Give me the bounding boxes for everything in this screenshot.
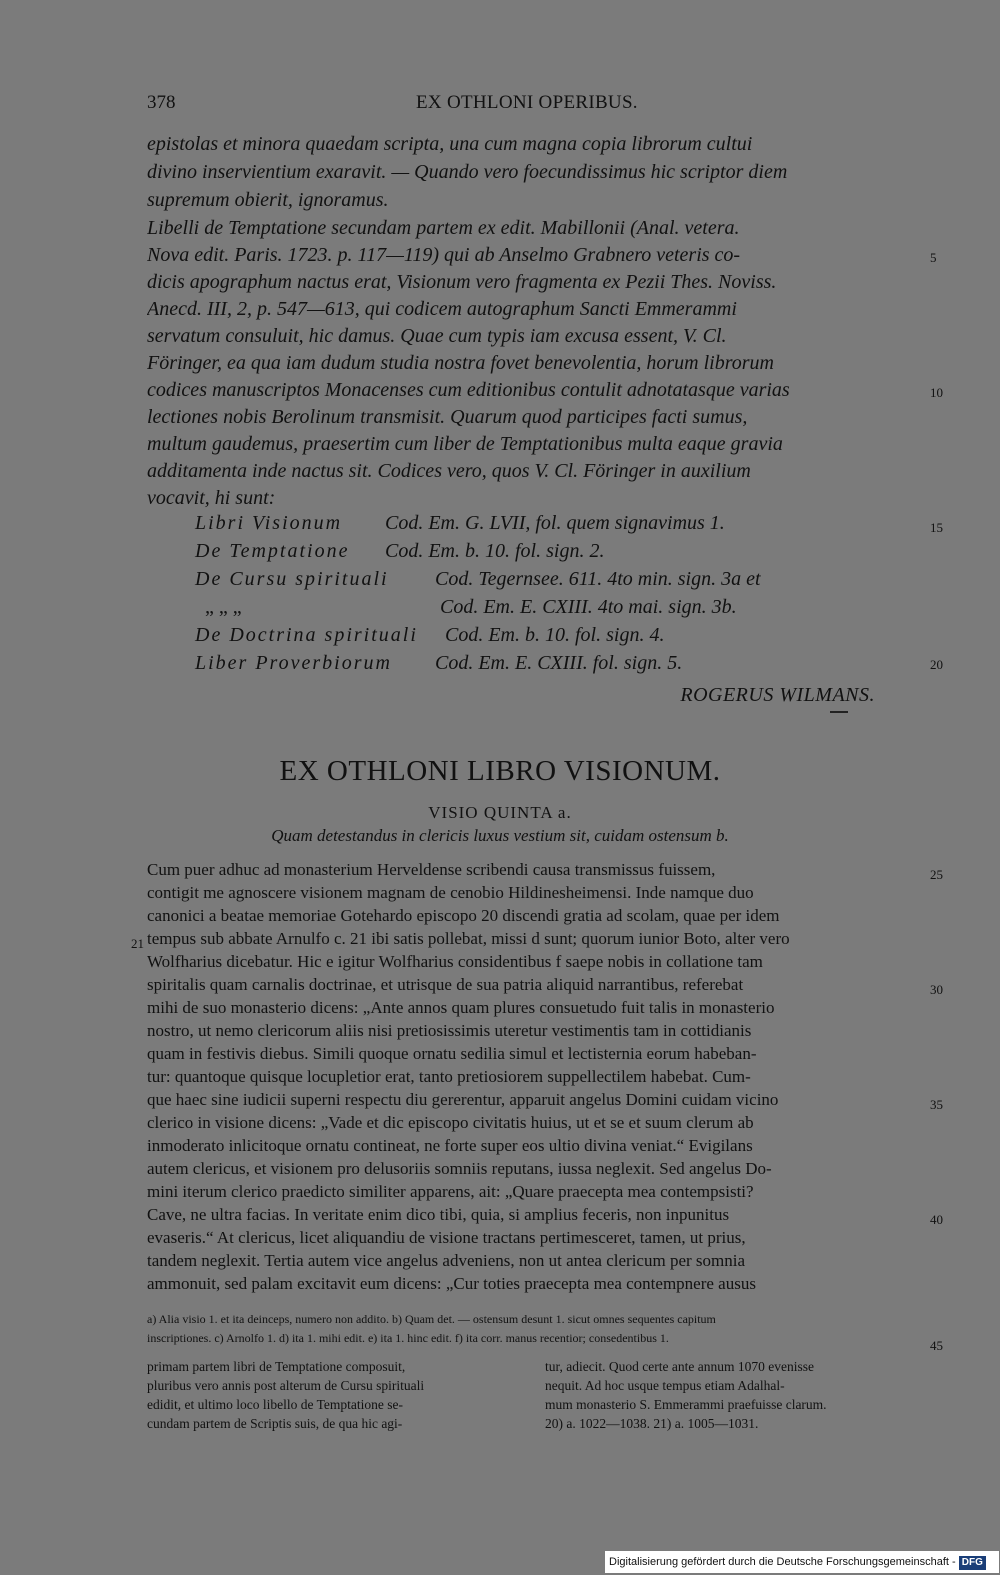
body-line: Wolfharius dicebatur. Hic e igitur Wolfharius considentibus f saepe nobis in collatione tam (147, 952, 763, 971)
intro-line: vocavit, hi sunt: (147, 487, 276, 509)
codex-entry (195, 512, 725, 535)
codex-reference: Cod. Em. b. 10. fol. sign. 4. (445, 624, 665, 646)
body-line: tandem neglexit. Tertia autem vice angelus adveniens, non ut antea clericum per somnia (147, 1251, 746, 1270)
line-number: 21 (131, 936, 144, 951)
body-line: mihi de suo monasterio dicens: „Ante annos quam plures consuetudo fuit talis in monasterio (147, 998, 775, 1017)
note-line: nequit. Ad hoc usque tempus etiam Adalhal- (545, 1378, 785, 1393)
footnote-line: inscriptiones. c) Arnolfo 1. d) ita 1. mihi edit. e) ita 1. hinc edit. f) ita corr. manus recentior; consedentibus 1. (147, 1331, 669, 1345)
intro-line: divino inservientium exaravit. — Quando vero foecundissimus hic scriptor diem (147, 161, 788, 183)
intro-line: Anecd. III, 2, p. 547—613, qui codicem autographum Sancti Emmerammi (147, 298, 737, 320)
footer-text: Digitalisierung gefördert durch die Deutsche Forschungsgemeinschaft - (609, 1556, 956, 1568)
note-line: edidit, et ultimo loco libello de Temptatione se- (147, 1397, 403, 1412)
note-line: cundam partem de Scriptis suis, de qua hic agi- (147, 1416, 403, 1431)
intro-line: epistolas et minora quaedam scripta, una cum magna copia librorum cultui (147, 133, 753, 155)
funding-footer (605, 1551, 999, 1573)
intro-line: Libelli de Temptatione secundam partem ex edit. Mabillonii (Anal. vetera. (147, 217, 740, 239)
codex-title: „ „ „ (205, 596, 242, 618)
intro-line: supremum obierit, ignoramus. (147, 189, 389, 211)
body-line: mini iterum clerico praedicto similiter apparens, ait: „Quare praecepta mea contempsisti? (147, 1182, 754, 1201)
codex-entry (195, 540, 605, 563)
note-line: tur, adiecit. Quod certe ante annum 1070 evenisse (545, 1359, 814, 1374)
codex-title: Liber Proverbiorum (195, 652, 392, 674)
note-line: 20) a. 1022—1038. 21) a. 1005—1031. (545, 1416, 759, 1431)
codex-reference: Cod. Em. b. 10. fol. sign. 2. (385, 540, 605, 562)
body-line: autem clericus, et visionem pro delusoriis somniis reputans, iussa neglexit. Sed angelus Do- (147, 1159, 772, 1178)
body-line: clerico in visione dicens: „Vade et dic episcopo civitatis huius, ut et se et suum clerum ab (147, 1113, 754, 1132)
intro-line: Föringer, ea qua iam dudum studia nostra fovet benevolentia, horum librorum (147, 352, 774, 374)
codex-entry (195, 624, 665, 647)
line-number: 30 (930, 982, 943, 997)
author-signature: ROGERUS WILMANS. (680, 684, 875, 706)
body-line: inmoderato inlicitoque ornatu contineat, ne forte super eos ultio divina veniat.“ Evigilans (147, 1136, 753, 1155)
page-number: 378 (147, 92, 176, 113)
line-number: 15 (930, 520, 943, 535)
note-line: mum monasterio S. Emmerammi praefuisse clarum. (545, 1397, 827, 1412)
line-number: 20 (930, 657, 943, 672)
intro-line: lectiones nobis Berolinum transmisit. Quarum quod participes facti sumus, (147, 406, 748, 428)
body-line: tempus sub abbate Arnulfo c. 21 ibi satis pollebat, missi d sunt; quorum iunior Boto, alter vero (147, 929, 790, 948)
codex-reference: Cod. Tegernsee. 611. 4to min. sign. 3a et (435, 568, 761, 590)
intro-line: multum gaudemus, praesertim cum liber de Temptationibus multa eaque gravia (147, 433, 783, 455)
codex-reference: Cod. Em. E. CXIII. fol. sign. 5. (435, 652, 683, 674)
intro-line: Nova edit. Paris. 1723. p. 117—119) qui ab Anselmo Grabnero veteris co- (147, 244, 741, 266)
section-subtitle: Quam detestandus in clericis luxus vestium sit, cuidam ostensum b. (271, 826, 729, 845)
codex-entry (195, 652, 683, 675)
body-line: tur: quantoque quisque locupletior erat, tanto pretiosiorem suppellectilem habebat. Cum- (147, 1067, 751, 1086)
body-line: nostro, ut nemo clericorum aliis nisi pretiosissimis uteretur vestimentis tam in cottidianis (147, 1021, 752, 1040)
codex-reference: Cod. Em. G. LVII, fol. quem signavimus 1. (385, 512, 725, 534)
codex-title: De Cursu spirituali (195, 568, 389, 590)
body-line: spiritalis quam carnalis doctrinae, et utrisque de sua patria aliquid narrantibus, referebat (147, 975, 744, 994)
line-number: 35 (930, 1097, 943, 1112)
body-line: canonici a beatae memoriae Gotehardo episcopo 20 discendi gratia ad scolam, quae per idem (147, 906, 780, 925)
intro-line: dicis apographum nactus erat, Visionum vero fragmenta ex Pezii Thes. Noviss. (147, 271, 777, 293)
body-line: Cum puer adhuc ad monasterium Herveldense scribendi causa transmissus fuissem, (147, 860, 716, 879)
line-number: 45 (930, 1338, 943, 1353)
note-line: primam partem libri de Temptatione composuit, (147, 1359, 406, 1374)
divider (830, 711, 848, 713)
body-line: quam in festivis diebus. Simili quoque ornatu sedilia simul et lectisternia eorum habeban- (147, 1044, 757, 1063)
note-line: pluribus vero annis post alterum de Cursu spirituali (147, 1378, 425, 1393)
intro-line: servatum consuluit, hic damus. Quae cum typis iam excusa essent, V. Cl. (147, 325, 727, 347)
codex-reference: Cod. Em. E. CXIII. 4to mai. sign. 3b. (440, 596, 737, 618)
section-subheading: VISIO QUINTA a. (428, 803, 572, 822)
intro-line: additamenta inde nactus sit. Codices vero, quos V. Cl. Föringer in auxilium (147, 460, 751, 482)
running-title: EX OTHLONI OPERIBUS. (416, 92, 638, 113)
line-number: 25 (930, 867, 943, 882)
body-line: Cave, ne ultra facias. In veritate enim dico tibi, quia, si amplius feceris, non inpunitus (147, 1205, 730, 1224)
section-heading: EX OTHLONI LIBRO VISIONUM. (279, 755, 721, 787)
codex-title: Libri Visionum (195, 512, 343, 534)
body-line: contigit me agnoscere visionem magnam de cenobio Hildinesheimensi. Inde namque duo (147, 883, 754, 902)
line-number: 40 (930, 1212, 943, 1227)
codex-title: De Doctrina spirituali (195, 624, 418, 646)
line-number: 10 (930, 385, 943, 400)
line-number: 5 (930, 250, 937, 265)
codex-title: De Temptatione (195, 540, 350, 562)
intro-line: codices manuscriptos Monacenses cum editionibus contulit adnotatasque varias (147, 379, 790, 401)
dfg-logo: DFG (959, 1556, 986, 1570)
body-line: evaseris.“ At clericus, licet aliquandiu de visione tractans pertimesceret, tamen, ut prius, (147, 1228, 746, 1247)
codex-entry (195, 568, 761, 591)
body-line: que haec sine iudicii superni respectu diu gererentur, apparuit angelus Domini cuidam vicino (147, 1090, 779, 1109)
footnote-line: a) Alia visio 1. et ita deinceps, numero non addito. b) Quam det. — ostensum desunt 1. sicut omnes sequentes capitum (147, 1312, 716, 1326)
body-line: ammonuit, sed palam excitavit eum dicens: „Cur toties praecepta mea contempnere ausus (147, 1274, 756, 1293)
